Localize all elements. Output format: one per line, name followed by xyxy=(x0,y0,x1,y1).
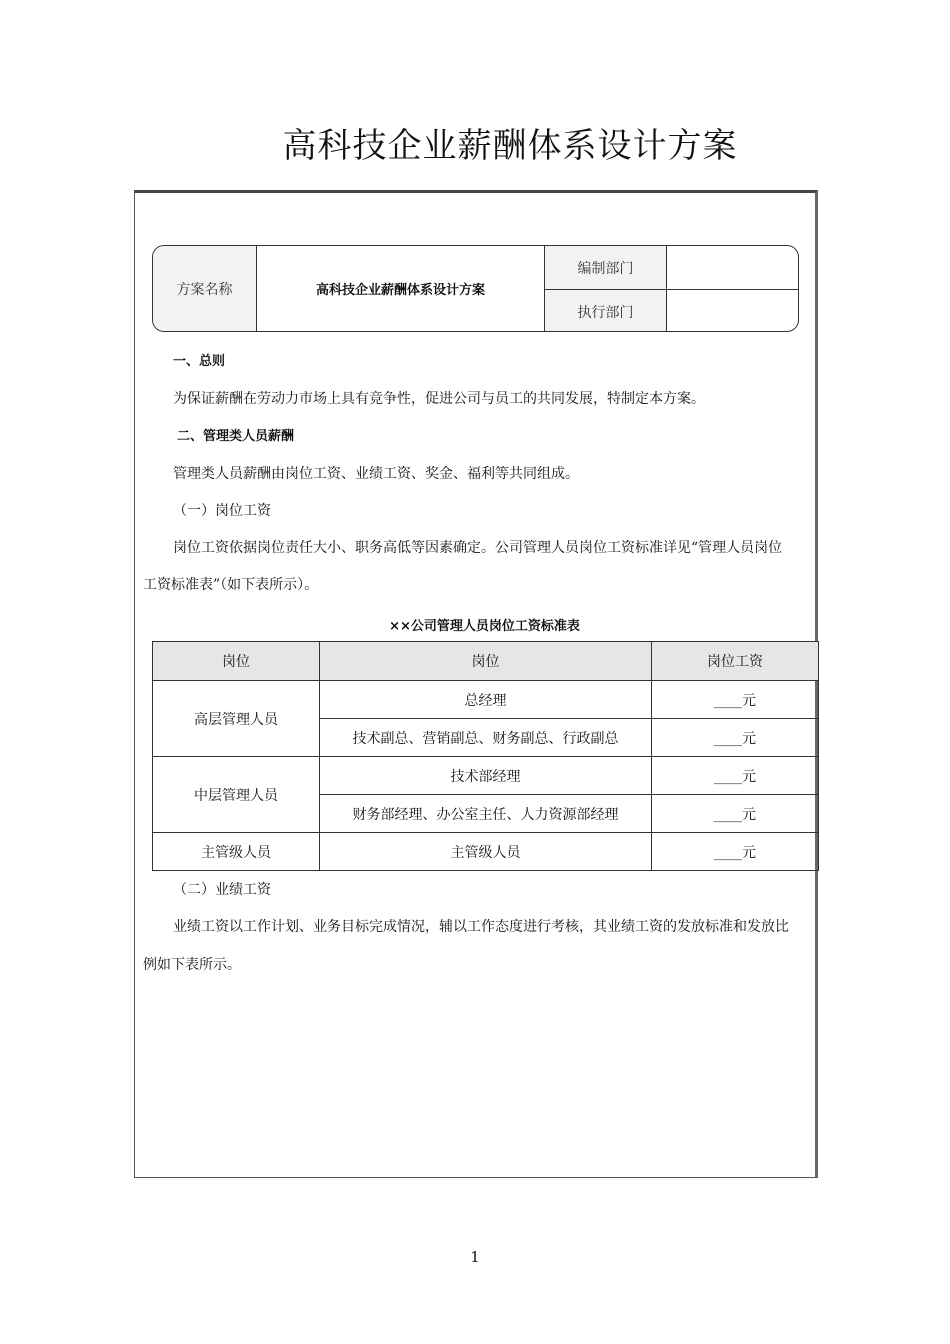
plan-name-value: 高科技企业薪酬体系设计方案 xyxy=(257,246,545,331)
document-title: 高科技企业薪酬体系设计方案 xyxy=(282,126,738,166)
executing-dept-value[interactable] xyxy=(667,290,799,332)
wage-cell: ____元 xyxy=(652,719,819,757)
column-header-wage: 岗位工资 xyxy=(652,642,819,681)
sub1-heading: （一）岗位工资 xyxy=(173,503,271,519)
wage-cell: ____元 xyxy=(652,795,819,833)
section1-text: 为保证薪酬在劳动力市场上具有竞争性，促进公司与员工的共同发展，特制定本方案。 xyxy=(173,391,705,407)
sub2-text-line2: 例如下表所示。 xyxy=(143,957,241,973)
table-row xyxy=(153,757,819,795)
sub1-text-line1: 岗位工资依据岗位责任大小、职务高低等因素确定。公司管理人员岗位工资标准详见“管理人员岗位 xyxy=(173,540,783,556)
sub2-text-line1: 业绩工资以工作计划、业务目标完成情况，辅以工作态度进行考核，其业绩工资的发放标准和发放比 xyxy=(173,919,789,935)
compiling-dept-label: 编制部门 xyxy=(545,246,667,290)
column-header-position-level: 岗位 xyxy=(153,642,320,681)
compiling-dept-value[interactable] xyxy=(667,246,799,290)
column-header-position: 岗位 xyxy=(320,642,652,681)
table-row xyxy=(153,833,819,871)
sub1-text-line2: 工资标准表”（如下表所示）。 xyxy=(143,577,319,593)
position-cell: 总经理 xyxy=(320,681,652,719)
wage-cell: ____元 xyxy=(652,833,819,871)
plan-name-label: 方案名称 xyxy=(153,246,257,331)
position-cell: 主管级人员 xyxy=(320,833,652,871)
plan-info-table xyxy=(152,245,799,332)
position-cell: 技术副总、营销副总、财务副总、行政副总 xyxy=(320,719,652,757)
executing-dept-label: 执行部门 xyxy=(545,290,667,332)
group-cell-supervisor: 主管级人员 xyxy=(153,833,320,871)
salary-table-caption: ××公司管理人员岗位工资标准表 xyxy=(389,619,580,634)
sub2-heading: （二）业绩工资 xyxy=(173,882,271,898)
position-cell: 财务部经理、办公室主任、人力资源部经理 xyxy=(320,795,652,833)
salary-table-header-row xyxy=(153,642,819,681)
salary-table xyxy=(152,641,819,871)
page-number: 1 xyxy=(470,1248,480,1266)
table-row xyxy=(153,681,819,719)
section2-text: 管理类人员薪酬由岗位工资、业绩工资、奖金、福利等共同组成。 xyxy=(173,466,579,482)
wage-cell: ____元 xyxy=(652,757,819,795)
group-cell-middle: 中层管理人员 xyxy=(153,757,320,833)
position-cell: 技术部经理 xyxy=(320,757,652,795)
wage-cell: ____元 xyxy=(652,681,819,719)
section1-heading: 一、总则 xyxy=(173,354,226,369)
section2-heading: 二、管理类人员薪酬 xyxy=(177,429,295,444)
group-cell-senior: 高层管理人员 xyxy=(153,681,320,757)
